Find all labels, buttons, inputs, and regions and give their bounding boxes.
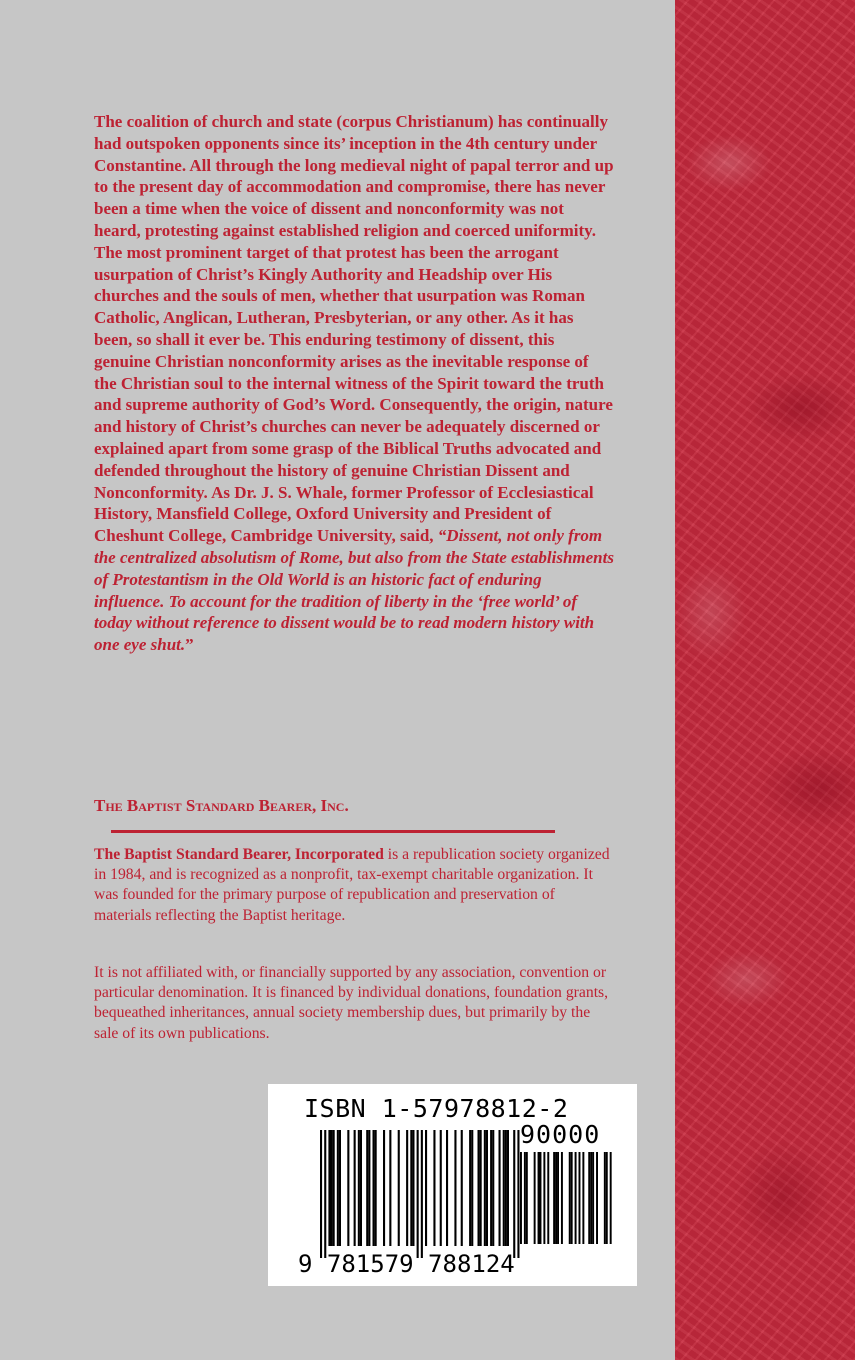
barcode-bar: [425, 1130, 427, 1246]
publisher-name: The Baptist Standard Bearer, Incorporated: [94, 846, 384, 863]
barcode-bar: [333, 1130, 335, 1246]
barcode-bar: [331, 1130, 333, 1246]
barcode-bar: [507, 1130, 509, 1246]
barcode-bar: [503, 1130, 505, 1246]
barcode-bar: [490, 1130, 492, 1246]
isbn-barcode-box: [268, 1084, 637, 1286]
barcode-bar: [469, 1130, 471, 1246]
barcode-bar: [513, 1130, 515, 1258]
addon-bar: [561, 1152, 563, 1244]
barcode-bar: [412, 1130, 414, 1246]
addon-bar: [526, 1152, 528, 1244]
barcode-bar: [324, 1130, 326, 1258]
barcode-bar: [328, 1130, 330, 1246]
ean-number: 9 781579 788124: [298, 1250, 515, 1278]
barcode-bar: [454, 1130, 456, 1246]
addon-bar: [579, 1152, 581, 1244]
barcode-bar: [366, 1130, 368, 1246]
whale-quote: “Dissent, not only from the centralized absolutism of Rome, but also from the State establishments of Protestantism in the Old World is an historic fact of enduring influence. To account for the tradition of liberty in the ‘free world’ of today without reference to dissent would be to read modern history with one eye shut.: [94, 526, 614, 655]
publisher-funding: It is not affiliated with, or financially supported by any association, convention or particular denomination. It is financed by individual donations, foundation grants, bequeathed inheritances, annual society membership dues, but primarily by the sale of its own publications.: [94, 964, 609, 1042]
addon-bar: [590, 1152, 592, 1244]
barcode-bar: [358, 1130, 360, 1246]
barcode-bar: [440, 1130, 442, 1246]
addon-bar: [547, 1152, 549, 1244]
barcode-bar: [446, 1130, 448, 1246]
barcode-bar: [389, 1130, 391, 1246]
barcode-bar: [484, 1130, 486, 1246]
barcode-bar: [406, 1130, 408, 1246]
addon-bar: [555, 1152, 557, 1244]
addon-bar: [524, 1152, 526, 1244]
barcode-bar: [499, 1130, 501, 1246]
barcode-bar: [517, 1130, 519, 1258]
barcode-bar: [417, 1130, 419, 1258]
addon-bar: [575, 1152, 577, 1244]
barcode-bar: [461, 1130, 463, 1246]
price-code-label: 90000: [520, 1120, 601, 1149]
barcode-bar: [433, 1130, 435, 1246]
barcode-bar: [339, 1130, 341, 1246]
addon-bar: [540, 1152, 542, 1244]
addon-bar: [606, 1152, 608, 1244]
publisher-attribution: The Baptist Standard Bearer, Inc.: [94, 796, 349, 815]
barcode-bar: [478, 1130, 480, 1246]
barcode-bar: [505, 1130, 507, 1246]
addon-bar: [553, 1152, 555, 1244]
barcode-bar: [398, 1130, 400, 1246]
barcode-bar: [320, 1130, 322, 1258]
addon-bar: [610, 1152, 612, 1244]
barcode-bar: [410, 1130, 412, 1246]
addon-bar: [557, 1152, 559, 1244]
isbn-label: ISBN 1-57978812-2: [304, 1094, 569, 1123]
barcode-bar: [471, 1130, 473, 1246]
addon-bar: [534, 1152, 536, 1244]
barcode-bar: [347, 1130, 349, 1246]
addon-bar: [592, 1152, 594, 1244]
divider-rule: [111, 830, 555, 833]
addon-bar: [569, 1152, 571, 1244]
barcode-bar: [354, 1130, 356, 1246]
publisher-about: [94, 845, 614, 926]
barcode-bar: [480, 1130, 482, 1246]
addon-bar: [604, 1152, 606, 1244]
barcode-bar: [375, 1130, 377, 1246]
marble-side-panel: [675, 0, 855, 1360]
barcode-bar: [373, 1130, 375, 1246]
description-body: The coalition of church and state (corpus Christianum) has continually had outspoken opponents since its’ inception in the 4th century under Constantine. All through the long medieval night of papal terror and up to the present day of accommodation and compromise, there has never been a time when the voice of dissent and nonconformity was not heard, protesting against established religion and coerced uniformity. The most prominent target of that protest has been the arrogant usurpation of Christ’s Kingly Authority and Headship over His churches and the souls of men, whether that usurpation was Roman Catholic, Anglican, Lutheran, Presbyterian, or any other. As it has been, so shall it ever be. This enduring testimony of dissent, this genuine Christian nonconformity arises as the inevitable response of the Christian soul to the internal witness of the Spirit toward the truth and supreme authority of God’s Word. Consequently, the origin, nature and history of Christ’s churches can never be adequately discerned or explained apart from some grasp of the Biblical Truths advocated and defended throughout the history of genuine Christian Dissent and Nonconformity. As Dr. J. S. Whale, former Professor of Ecclesiastical History, Mansfield College, Oxford University and President of Cheshunt College, Cambridge University, said,: [94, 112, 614, 546]
barcode-bar: [383, 1130, 385, 1246]
barcode-bar: [421, 1130, 423, 1258]
description-text: [94, 111, 614, 656]
addon-bar: [538, 1152, 540, 1244]
barcode-bar: [360, 1130, 362, 1246]
addon-bar: [520, 1152, 522, 1244]
addon-bar: [588, 1152, 590, 1244]
addon-bar: [571, 1152, 573, 1244]
barcode-bar: [337, 1130, 339, 1246]
barcode-bar: [368, 1130, 370, 1246]
barcode-bar: [492, 1130, 494, 1246]
barcode-bar: [486, 1130, 488, 1246]
addon-bar: [596, 1152, 598, 1244]
publisher-about-text: is a republication society organized in 1984, and is recognized as a nonprofit, tax-exempt charitable organization. It was founded for the primary purpose of republication and preservation of materials reflecting the Baptist heritage.: [94, 846, 610, 924]
addon-bar: [543, 1152, 545, 1244]
addon-bar: [582, 1152, 584, 1244]
quote-close-mark: ”: [185, 635, 194, 655]
